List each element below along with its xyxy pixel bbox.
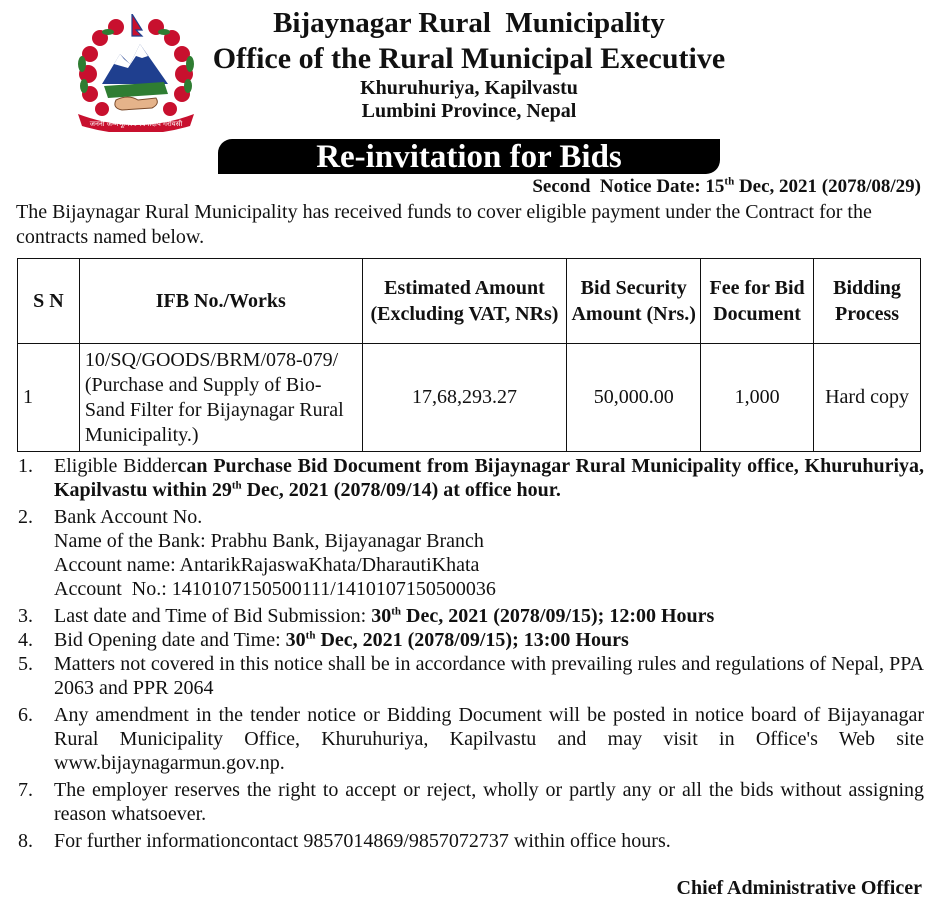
- nepal-emblem-icon: [68, 14, 204, 132]
- cell-fee: 1,000: [701, 344, 814, 452]
- list-item: 5. Matters not covered in this notice shall be in accordance with prevailing rules and regulations of Nepal, PPA 2063 and PPR 2064: [18, 653, 924, 699]
- table-header-row: [18, 259, 921, 344]
- notice-title-banner: [218, 139, 720, 174]
- signature-title: Chief Administrative Officer: [676, 877, 922, 899]
- account-number: Account No.: 1410107150500111/1410107150500036: [54, 578, 496, 600]
- emblem-ribbon-text: जननी जन्मभूमिश्च स्वर्गादपि गरीयसी: [89, 120, 183, 128]
- office-address: Khuruhuriya, Kapilvastu: [360, 77, 578, 99]
- office-name: Office of the Rural Municipal Executive: [212, 42, 726, 75]
- bid-table: [17, 258, 921, 452]
- table-row: [18, 344, 921, 452]
- account-name: Account name: AntarikRajaswaKhata/DharautiKhata: [54, 554, 480, 576]
- list-item: 4. Bid Opening date and Time: 30th Dec, 2021 (2078/09/15); 13:00 Hours: [18, 629, 629, 651]
- bank-name: Name of the Bank: Prabhu Bank, Bijayanagar Branch: [54, 530, 484, 552]
- cell-estimate: 17,68,293.27: [362, 344, 567, 452]
- cell-sn: 1: [18, 344, 80, 452]
- notice-date: Second Notice Date: 15th Dec, 2021 (2078/08/29): [532, 175, 921, 197]
- header-sn: S N: [18, 259, 80, 344]
- list-item: 3. Last date and Time of Bid Submission: 30th Dec, 2021 (2078/09/15); 12:00 Hours: [18, 605, 715, 627]
- header-security: Bid Security Amount (Nrs.): [567, 259, 701, 344]
- header-works: IFB No./Works: [79, 259, 362, 344]
- header-fee: Fee for Bid Document: [701, 259, 814, 344]
- list-item: 8. For further informationcontact 9857014869/9857072737 within office hours.: [18, 830, 671, 852]
- header-process: Bidding Process: [814, 259, 921, 344]
- notice-title: Re-invitation for Bids: [316, 139, 622, 175]
- province-line: Lumbini Province, Nepal: [361, 100, 577, 122]
- header-estimate: Estimated Amount (Excluding VAT, NRs): [362, 259, 567, 344]
- conditions-list: [16, 454, 924, 853]
- municipality-name: Bijaynagar Rural Municipality: [273, 7, 665, 39]
- list-item: 6. Any amendment in the tender notice or Bidding Document will be posted in notice board of Bijayanagar Rural Municipality Office, Khuruhuriya, Kapilvastu and may visit in Office's Web site www.bijaynagarmun.gov.np.: [18, 704, 924, 774]
- intro-paragraph: The Bijaynagar Rural Municipality has received funds to cover eligible payment under the Contract for the contracts named below.: [16, 201, 872, 248]
- cell-process: Hard copy: [814, 344, 921, 452]
- list-item: 7. The employer reserves the right to accept or reject, wholly or partly any or all the bids without assigning reason whatsoever.: [18, 779, 924, 825]
- list-item: 2. Bank Account No. Name of the Bank: Prabhu Bank, Bijayanagar Branch Account name: AntarikRajaswaKhata/DharautiKhata Account No.: 1410107150500111/1410107150500036: [16, 505, 924, 601]
- letterhead: [0, 0, 938, 140]
- cell-works: 10/SQ/GOODS/BRM/078-079/ (Purchase and Supply of Bio-Sand Filter for Bijaynagar Rural Municipality.): [79, 344, 362, 452]
- list-item: 1. Eligible Biddercan Purchase Bid Document from Bijaynagar Rural Municipality office, Khuruhuriya, Kapilvastu within 29th Dec, 2021 (2078/09/14) at office hour.: [18, 455, 925, 501]
- cell-security: 50,000.00: [567, 344, 701, 452]
